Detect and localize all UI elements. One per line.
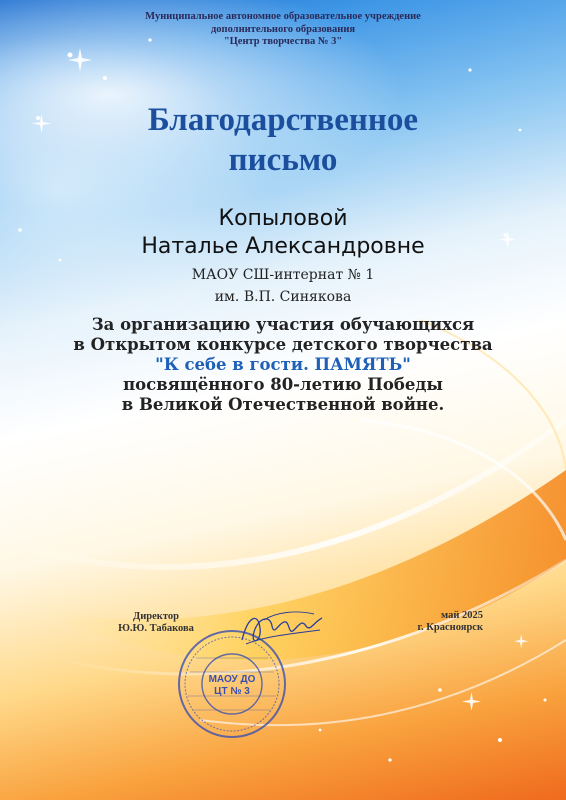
director-signature: [236, 606, 328, 652]
recipient-surname: Копыловой: [218, 206, 348, 231]
stamp-line-1: МАОУ ДО: [208, 674, 256, 685]
school-named-after: им. В.П. Синякова: [214, 289, 352, 305]
gratitude-text: [0, 315, 566, 415]
organization-line-3: "Центр творчества № 3": [223, 36, 343, 47]
date-place-block: [383, 610, 483, 634]
body-line-1: За организацию участия обучающихся: [91, 315, 475, 334]
organization-line-2: дополнительного образования: [210, 23, 356, 35]
body-line-5: в Великой Отечественной войне.: [121, 395, 445, 414]
recipient-given-names: Наталье Александровне: [141, 234, 425, 259]
body-line-4: посвящённого 80-летию Победы: [123, 375, 443, 394]
title-line-2: письмо: [228, 142, 338, 178]
contest-name: "К себе в гости. ПАМЯТЬ": [155, 355, 411, 374]
issue-place: г. Красноярск: [417, 622, 483, 633]
director-name: Ю.Ю. Табакова: [118, 623, 194, 634]
school-name: МАОУ СШ-интернат № 1: [191, 267, 375, 283]
organization-header: [0, 11, 566, 49]
document-title: [0, 100, 566, 180]
stamp-line-2: ЦТ № 3: [214, 686, 250, 697]
issue-date: май 2025: [440, 610, 483, 621]
director-title: Директор: [133, 611, 179, 622]
body-line-2: в Открытом конкурсе детского творчества: [73, 335, 493, 354]
organization-line-1: Муниципальное автономное образовательное учреждение: [145, 11, 421, 22]
recipient-name: [0, 205, 566, 261]
recipient-school: [0, 264, 566, 308]
title-line-1: Благодарственное: [147, 102, 419, 138]
